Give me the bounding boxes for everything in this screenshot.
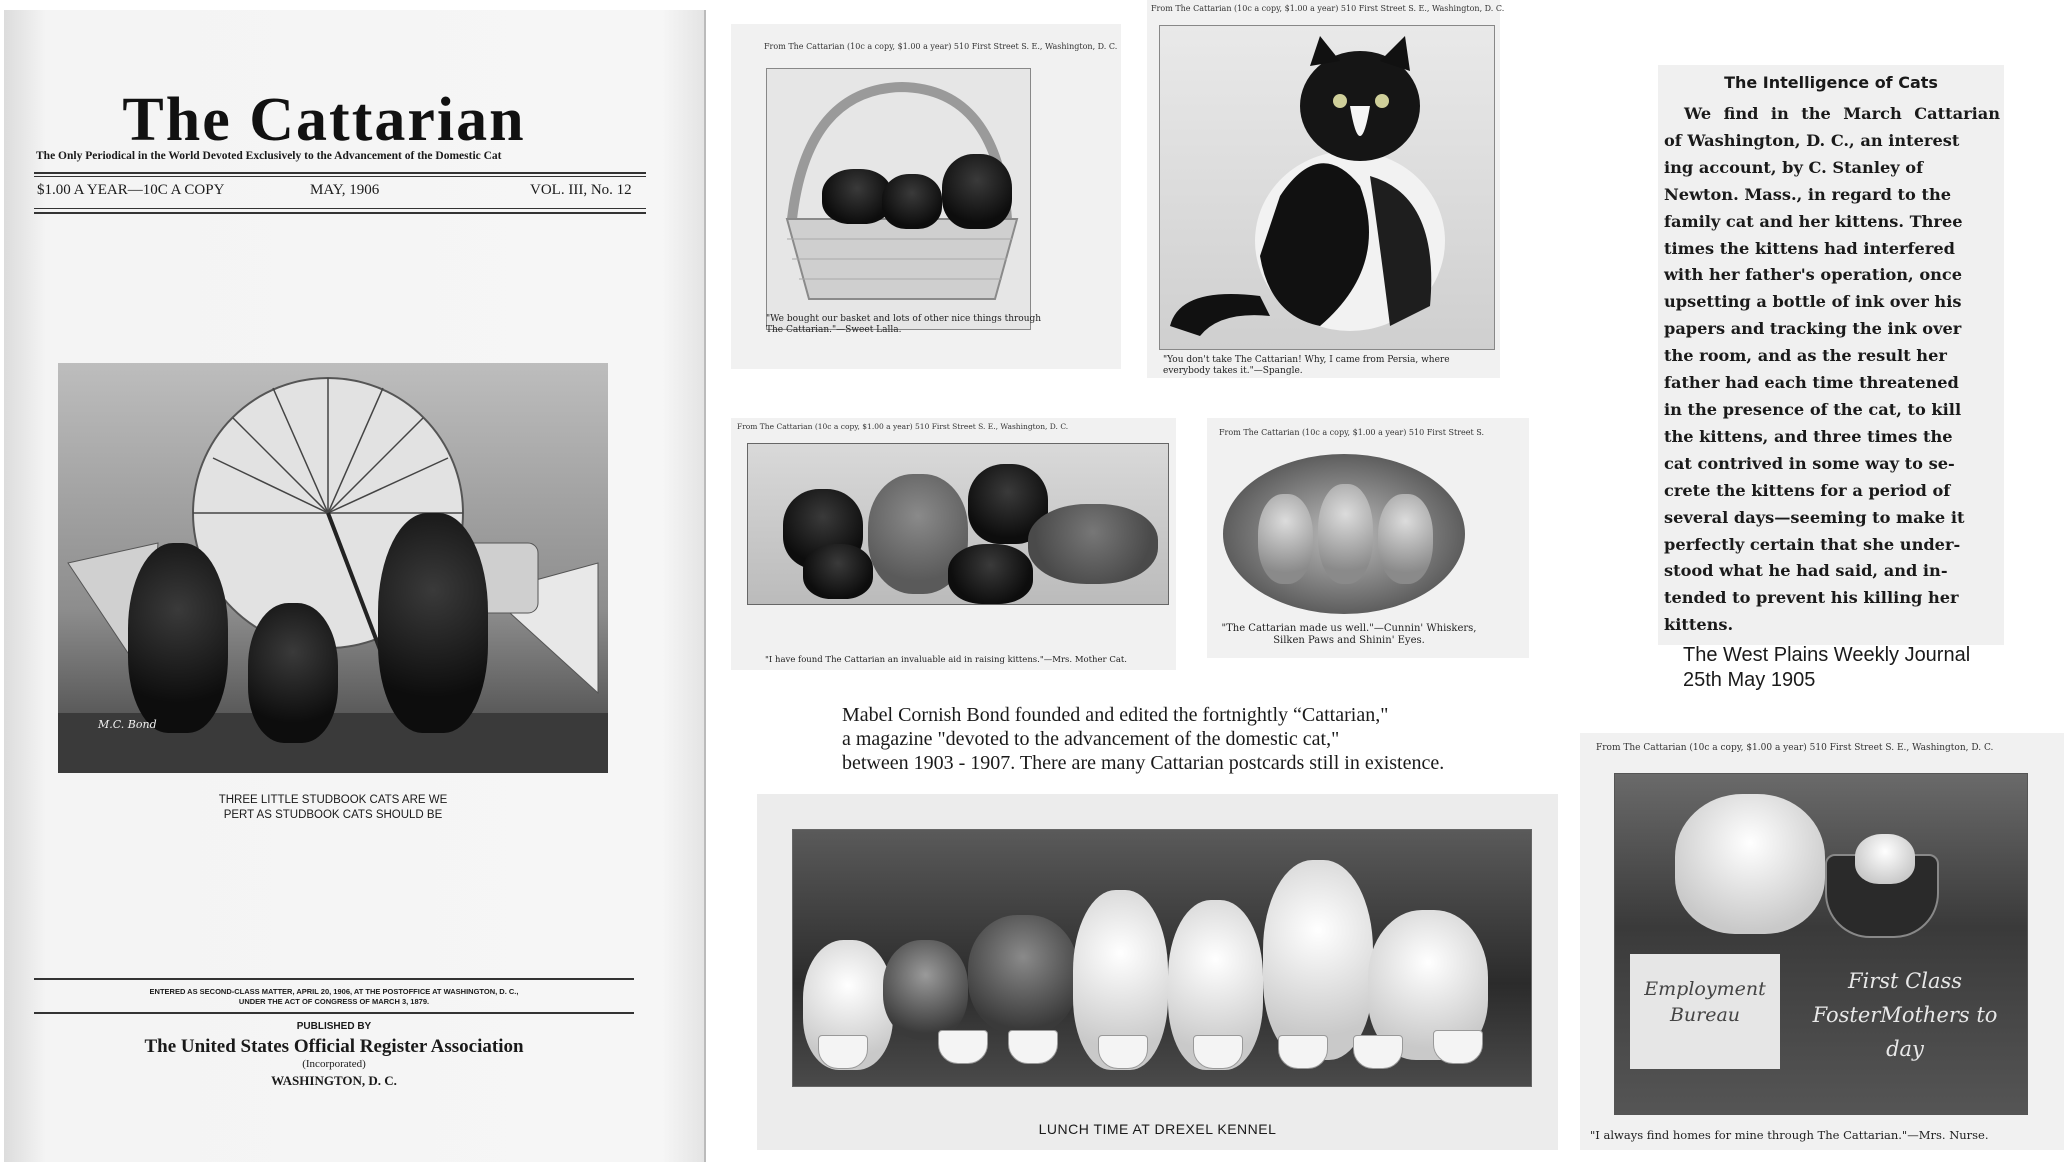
- description-line: a magazine "devoted to the advancement of the domestic cat,": [842, 728, 1340, 750]
- clipping-body: [1664, 101, 2000, 639]
- sign-text: Employment Bureau: [1644, 978, 1766, 1026]
- sign-employment-bureau: [1630, 954, 1780, 1069]
- feeding-cup: [1433, 1030, 1483, 1064]
- sign-text: First Class FosterMothers to day: [1812, 969, 1998, 1061]
- clipping-line: upsetting a bottle of ink over his: [1664, 292, 1962, 312]
- spangle-cat-illustration: [1160, 26, 1494, 349]
- kitten: [803, 544, 873, 599]
- clipping-line: with her father's operation, once: [1664, 265, 1963, 285]
- postcard-spangle: [1147, 0, 1505, 378]
- clipping-line: ing account, by C. Stanley of: [1664, 157, 1924, 177]
- entered-notice-2: UNDER THE ACT OF CONGRESS OF MARCH 3, 1879.: [238, 997, 430, 1006]
- lunch-caption: LUNCH TIME AT DREXEL KENNEL: [1038, 1121, 1277, 1137]
- clipping-line: papers and tracking the ink over: [1664, 319, 1962, 339]
- rule: [34, 208, 646, 209]
- clipping-line: crete the kittens for a period of: [1664, 480, 1951, 500]
- rule: [34, 176, 646, 177]
- entered-notice-1: ENTERED AS SECOND-CLASS MATTER, APRIL 20, 1906, AT THE POSTOFFICE AT WASHINGTON, D. C.,: [149, 987, 519, 996]
- kitten: [948, 544, 1033, 604]
- postcard-header: From The Cattarian (10c a copy, $1.00 a year) 510 First Street S. E., Washington, D. C.: [764, 42, 1118, 51]
- feeding-cup: [1098, 1035, 1148, 1069]
- postcard-header: From The Cattarian (10c a copy, $1.00 a year) 510 First Street S. E., Washington, D. C.: [1596, 743, 1994, 753]
- clipping-source-date: 25th May 1905: [1683, 669, 1816, 691]
- postcard-photo-basket: [766, 68, 1031, 330]
- feeding-cup: [1008, 1030, 1058, 1064]
- kitten: [1378, 494, 1433, 584]
- rule: [34, 172, 646, 174]
- cover-photo-caption-2: PERT AS STUDBOOK CATS SHOULD BE: [223, 809, 443, 821]
- rule: [34, 212, 646, 214]
- clipping-line: of Washington, D. C., an interest: [1664, 130, 1960, 150]
- clipping-line: the kittens, and three times the: [1664, 426, 1953, 446]
- cover-photo-caption-1: THREE LITTLE STUDBOOK CATS ARE WE: [218, 794, 448, 806]
- postcard-photo-kittens: [747, 443, 1169, 605]
- magazine-tagline: The Only Periodical in the World Devoted Exclusively to the Advancement of the Domestic Cat: [36, 150, 502, 162]
- kitten: [942, 154, 1012, 229]
- published-by: PUBLISHED BY: [296, 1021, 372, 1032]
- cover-photo: [58, 363, 608, 773]
- magazine-date: MAY, 1906: [310, 182, 380, 198]
- postcard-mrs-nurse: [1580, 733, 2064, 1150]
- feeding-cup: [938, 1030, 988, 1064]
- black-cat-right: [378, 513, 488, 733]
- sign-foster-mothers: [1800, 944, 2010, 1094]
- postcard-photo-oval: [1223, 454, 1465, 614]
- tabby-cat: [883, 940, 968, 1040]
- postcard-mother-cat: [731, 418, 1176, 670]
- postcard-made-us-well: [1207, 418, 1529, 658]
- black-cat-middle: [248, 603, 338, 743]
- clipping-line: Newton. Mass., in regard to the: [1664, 184, 1952, 204]
- clipping-line: father had each time threatened: [1664, 373, 1959, 393]
- magazine-cover: [4, 10, 706, 1162]
- grey-cat: [1028, 504, 1158, 584]
- magazine-volume: VOL. III, No. 12: [530, 182, 632, 198]
- postcard-caption: "I have found The Cattarian an invaluable aid in raising kittens."—Mrs. Mother Cat.: [765, 655, 1128, 665]
- postcard-header: From The Cattarian (10c a copy, $1.00 a year) 510 First Street S. E., Washington, D. C.: [1151, 4, 1505, 13]
- clipping-line: perfectly certain that she under-: [1664, 534, 1961, 554]
- feeding-cup: [1353, 1035, 1403, 1069]
- postcard-lunch-time: [757, 794, 1558, 1150]
- black-cat-left: [128, 543, 228, 733]
- clipping-title: The Intelligence of Cats: [1724, 73, 1938, 92]
- feeding-cup: [818, 1035, 868, 1069]
- clipping-line: cat contrived in some way to se-: [1664, 453, 1955, 473]
- feeding-cup: [1193, 1035, 1243, 1069]
- postcard-caption: "We bought our basket and lots of other nice things through The Cattarian."—Sweet Lalla.: [766, 314, 1042, 335]
- feeding-cup: [1278, 1035, 1328, 1069]
- postcard-caption: "I always find homes for mine through The Cattarian."—Mrs. Nurse.: [1590, 1128, 1989, 1142]
- kitten: [1318, 484, 1373, 584]
- magazine-price: $1.00 A YEAR—10C A COPY: [37, 182, 225, 198]
- description: [842, 703, 1444, 775]
- clipping-line: family cat and her kittens. Three: [1664, 211, 1963, 231]
- postcard-basket: [731, 24, 1121, 369]
- kitten: [1855, 834, 1915, 884]
- rule: [34, 1012, 634, 1014]
- clipping-source: The West Plains Weekly Journal: [1683, 644, 1971, 666]
- description-line: between 1903 - 1907. There are many Cattarian postcards still in existence.: [842, 752, 1445, 774]
- white-cat: [1675, 794, 1825, 934]
- clipping-line: We find in the March Cattarian: [1684, 104, 2000, 123]
- postcard-caption: "The Cattarian made us well."—Cunnin' Whiskers, Silken Paws and Shinin' Eyes.: [1221, 623, 1477, 646]
- postcard-photo-lunch: [792, 829, 1532, 1087]
- postcard-caption: "You don't take The Cattarian! Why, I came from Persia, where everybody takes it."—Spangle.: [1163, 355, 1450, 376]
- clipping-line: stood what he had said, and in-: [1664, 561, 1948, 581]
- postcard-photo-foster: [1614, 773, 2028, 1115]
- clipping-line: kittens.: [1664, 615, 1734, 635]
- white-cat: [1263, 860, 1373, 1060]
- clipping-line: in the presence of the cat, to kill: [1664, 399, 1962, 419]
- publisher-city: WASHINGTON, D. C.: [271, 1073, 397, 1088]
- postcard-photo-spangle: [1159, 25, 1495, 350]
- publisher-name: The United States Official Register Association: [144, 1036, 524, 1057]
- kitten: [882, 174, 942, 229]
- clipping-line: several days—seeming to make it: [1664, 507, 1965, 527]
- kitten: [1258, 494, 1313, 584]
- tabby-cat: [968, 915, 1078, 1035]
- clipping-line: times the kittens had interfered: [1664, 238, 1955, 258]
- postcard-header: From The Cattarian (10c a copy, $1.00 a year) 510 First Street S. E., Washington, D. C.: [737, 422, 1069, 431]
- clipping-line: tended to prevent his killing her: [1664, 588, 1959, 608]
- postcard-header: From The Cattarian (10c a copy, $1.00 a year) 510 First Street S.: [1219, 428, 1484, 437]
- magazine-title: The Cattarian: [122, 86, 526, 154]
- photo-signature: M.C. Bond: [98, 718, 157, 731]
- description-line: Mabel Cornish Bond founded and edited the fortnightly “Cattarian,": [842, 704, 1389, 726]
- clipping-line: the room, and as the result her: [1664, 346, 1947, 366]
- rule: [34, 978, 634, 980]
- newspaper-clipping: [1658, 65, 2004, 645]
- publisher-incorporated: (Incorporated): [302, 1058, 366, 1070]
